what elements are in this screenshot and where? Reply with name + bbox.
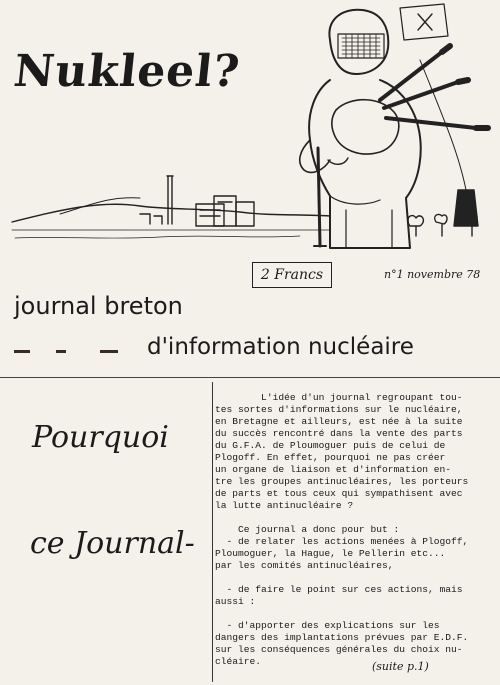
price-label: 2 Francs <box>252 262 332 288</box>
article-line: sur les conséquences générales du choix nu- <box>215 644 463 655</box>
article-line <box>215 512 495 524</box>
article-line: par les comités antinucléaires, <box>215 560 394 571</box>
decorative-dash <box>56 350 66 353</box>
article-line: aussi : <box>215 596 256 607</box>
section-heading-pourquoi: Pourquoi <box>32 420 169 455</box>
decorative-dash <box>14 350 30 353</box>
article-line: - de faire le point sur ces actions, mais <box>215 584 463 595</box>
article-line: tes sortes d'informations sur le nucléaire, <box>215 404 463 415</box>
article-line: tre les groupes antinucléaires, les porteurs <box>215 476 469 487</box>
article-line: cléaire. <box>215 656 262 667</box>
decorative-dash <box>100 350 118 353</box>
article-body <box>215 392 495 668</box>
section-heading-ce-journal: ce Journal- <box>30 526 195 561</box>
article-line: dangers des implantations prévues par E.D.F. <box>215 632 469 643</box>
article-line: un organe de liaison et d'information en- <box>215 464 452 475</box>
column-divider <box>212 382 213 682</box>
article-line: Ce journal a donc pour but : <box>215 524 400 535</box>
issue-number: n°1 novembre 78 <box>384 268 481 281</box>
article-line: Plogoff. En effet, pourquoi ne pas créer <box>215 452 446 463</box>
article-line: Ploumoguer, la Hague, le Pellerin etc... <box>215 548 446 559</box>
continued-note: (suite p.1) <box>372 660 429 673</box>
article-line <box>215 608 495 620</box>
article-line: - de relater les actions menées à Plogoff, <box>215 536 469 547</box>
article-line: du succès rencontré dans la vente des parts <box>215 428 463 439</box>
masthead-title: Nukleel? <box>11 46 243 97</box>
bagpiper-nuclear-plant-illustration <box>0 0 500 260</box>
subtitle-journal-breton: journal breton <box>14 292 183 320</box>
article-line: en Bretagne et ailleurs, est née à la suite <box>215 416 463 427</box>
article-line: de parts et tous ceux qui sympathisent avec <box>215 488 463 499</box>
article-line <box>215 572 495 584</box>
article-line: L'idée d'un journal regroupant tou- <box>215 392 463 403</box>
article-line: du G.F.A. de Ploumoguer puis de celui de <box>215 440 446 451</box>
article-line: la lutte antinucléaire ? <box>215 500 354 511</box>
subtitle-information-nucleaire: d'information nucléaire <box>147 334 414 360</box>
article-line: - d'apporter des explications sur les <box>215 620 440 631</box>
